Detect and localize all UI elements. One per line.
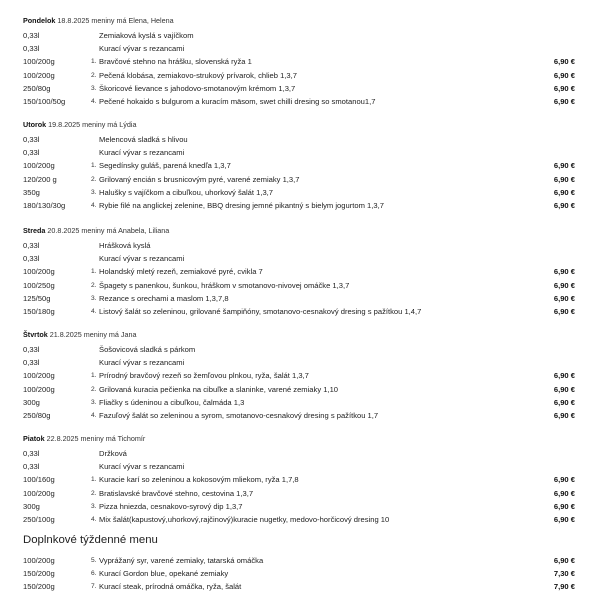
menu-item-name: Bratislavské bravčové stehno, cestovina 1,3,7	[99, 488, 254, 498]
menu-item-row	[23, 252, 583, 265]
menu-item-quantity: 250/100g	[23, 515, 55, 524]
menu-item-quantity: 100/200g	[23, 57, 55, 67]
menu-item-quantity: 150/100/50g	[23, 97, 66, 106]
menu-item-number: 1.	[91, 372, 97, 380]
menu-item-number: 5.	[91, 557, 97, 564]
menu-item-quantity: 100/160g	[23, 475, 55, 485]
menu-item-price: 6,90 €	[553, 97, 575, 106]
menu-item-row	[23, 186, 583, 199]
menu-item-quantity: 100/250g	[23, 280, 55, 290]
day-header	[23, 434, 145, 443]
menu-item-quantity: 120/200 g	[23, 174, 57, 184]
menu-item-quantity: 0,33l	[23, 345, 40, 354]
menu-item-name: Škoricové lievance s jahodovo-smotanovým krémom 1,3,7	[99, 83, 296, 93]
menu-item-name: Špagety s panenkou, šunkou, hráškom v smotanovo-nivovej omáčke 1,3,7	[99, 280, 350, 290]
menu-item-row	[23, 369, 583, 382]
menu-item-row	[23, 447, 583, 460]
menu-item-price: 6,90 €	[553, 475, 575, 485]
menu-item-price: 6,90 €	[553, 556, 575, 565]
menu-item-quantity: 0,33l	[23, 462, 40, 472]
menu-item-row	[23, 29, 583, 42]
menu-item-name: Kurací vývar s rezancami	[99, 148, 185, 158]
menu-item-number: 2.	[91, 385, 97, 393]
menu-item-quantity: 0,33l	[23, 241, 40, 250]
day-name: Streda	[23, 226, 46, 235]
menu-item-row	[23, 409, 583, 422]
menu-item-price: 6,90 €	[553, 515, 575, 524]
menu-item-name: Pečená klobása, zemiakovo-strukový prívarok, chlieb 1,3,7	[99, 70, 297, 80]
menu-item-price: 6,90 €	[553, 83, 575, 93]
menu-item-quantity: 0,33l	[23, 31, 40, 40]
day-header	[23, 226, 169, 235]
menu-item-name: Pečené hokaido s bulgurom a kuracím mäsom, swet chilli dresing so smotanou1,7	[99, 97, 376, 106]
menu-item-number: 4.	[91, 516, 97, 523]
menu-item-number: 3.	[91, 398, 97, 406]
menu-item-row	[23, 159, 583, 172]
menu-item-row	[23, 383, 583, 396]
menu-item-name: Halušky s vajíčkom a cibuľkou, uhorkový šalát 1,3,7	[99, 187, 273, 197]
day-date-nameday: 18.8.2025 meniny má Elena, Helena	[57, 16, 174, 25]
day-header	[23, 330, 136, 339]
menu-item-quantity: 250/80g	[23, 411, 51, 420]
menu-item-name: Fazuľový šalát so zeleninou a syrom, smotanovo-cesnakový dresing s pažítkou 1,7	[99, 411, 379, 420]
menu-item-price: 6,90 €	[553, 384, 575, 394]
menu-item-row	[23, 500, 583, 513]
menu-item-number: 2.	[91, 281, 97, 289]
menu-item-name: Kurací vývar s rezancami	[99, 254, 185, 264]
day-name: Piatok	[23, 434, 45, 443]
menu-item-price: 6,90 €	[553, 70, 575, 80]
menu-item-row	[23, 82, 583, 95]
menu-item-number: 2.	[91, 175, 97, 183]
menu-item-name: Šošovicová sladká s párkom	[99, 345, 196, 354]
menu-item-price: 6,90 €	[553, 161, 575, 171]
menu-item-row	[23, 279, 583, 292]
menu-item-number: 6.	[91, 570, 97, 578]
day-name: Pondelok	[23, 16, 56, 25]
menu-item-name: Melencová sladká s hlivou	[99, 135, 188, 144]
extras-section-title: Doplnkové týždenné menu	[23, 534, 158, 546]
menu-item-row	[23, 487, 583, 500]
day-name: Štvrtok	[23, 330, 48, 339]
menu-item-row	[23, 173, 583, 186]
menu-item-row	[23, 567, 583, 580]
menu-item-price: 7,90 €	[553, 582, 575, 592]
menu-item-name: Pizza hniezda, cesnakovo-syrový dip 1,3,7	[99, 501, 243, 511]
menu-item-name: Hrášková kyslá	[99, 241, 151, 250]
menu-item-row	[23, 55, 583, 68]
menu-item-price: 6,90 €	[553, 397, 575, 407]
menu-item-name: Kurací steak, prírodná omáčka, ryža, šalát	[99, 582, 242, 592]
menu-item-name: Segedínsky guláš, parená knedľa 1,3,7	[99, 161, 231, 171]
menu-item-number: 1.	[91, 268, 97, 276]
menu-item-row	[23, 305, 583, 318]
menu-item-quantity: 100/200g	[23, 556, 55, 565]
menu-item-name: Kurací vývar s rezancami	[99, 44, 185, 54]
menu-item-number: 1.	[91, 476, 97, 484]
menu-item-quantity: 100/200g	[23, 161, 55, 171]
menu-item-row	[23, 95, 583, 108]
menu-item-quantity: 100/200g	[23, 267, 55, 277]
menu-item-row	[23, 554, 583, 567]
menu-item-row	[23, 69, 583, 82]
menu-item-quantity: 100/200g	[23, 371, 55, 381]
day-date-nameday: 20.8.2025 meniny má Anabela, Liliana	[47, 226, 170, 235]
menu-item-quantity: 180/130/30g	[23, 201, 66, 210]
menu-item-name: Kurací vývar s rezancami	[99, 358, 185, 368]
day-name: Utorok	[23, 120, 47, 129]
menu-item-number: 3.	[91, 188, 97, 196]
menu-item-quantity: 0,33l	[23, 254, 40, 264]
menu-item-quantity: 0,33l	[23, 135, 40, 144]
menu-item-price: 6,90 €	[553, 187, 575, 197]
menu-item-name: Kurací Gordon blue, opekané zemiaky	[99, 569, 229, 579]
menu-item-number: 3.	[91, 502, 97, 510]
menu-item-number: 3.	[91, 84, 97, 92]
day-date-nameday: 21.8.2025 meniny má Jana	[49, 330, 137, 339]
menu-item-price: 6,90 €	[553, 201, 575, 210]
menu-item-row	[23, 42, 583, 55]
menu-item-price: 6,90 €	[553, 267, 575, 277]
menu-item-quantity: 300g	[23, 501, 40, 511]
day-date-nameday: 19.8.2025 meniny má Lýdia	[48, 120, 137, 129]
menu-item-number: 4.	[91, 202, 97, 209]
menu-item-row	[23, 473, 583, 486]
menu-item-price: 6,90 €	[553, 307, 575, 316]
menu-item-quantity: 350g	[23, 187, 40, 197]
menu-item-name: Fliačky s údeninou a cibuľkou, čalmáda 1,3	[99, 397, 245, 407]
menu-item-number: 1.	[91, 58, 97, 66]
menu-item-quantity: 150/200g	[23, 582, 55, 592]
menu-item-price: 7,30 €	[553, 569, 575, 579]
menu-item-quantity: 125/50g	[23, 293, 51, 303]
menu-item-name: Grilovaná kuracia pečienka na cibuľke a slaninke, varené zemiaky 1,10	[99, 384, 339, 394]
menu-item-quantity: 0,33l	[23, 358, 40, 368]
menu-item-name: Listový šalát so zeleninou, grilované šampiňóny, smotanovo-cesnakový dresing s pažítkou 1,4,7	[99, 307, 422, 316]
menu-item-name: Kuracie karí so zeleninou a kokosovým mliekom, ryža 1,7,8	[99, 475, 299, 485]
menu-item-quantity: 300g	[23, 397, 40, 407]
menu-item-number: 1.	[91, 162, 97, 170]
menu-item-quantity: 100/200g	[23, 488, 55, 498]
menu-item-row	[23, 133, 583, 146]
menu-item-row	[23, 265, 583, 278]
day-header	[23, 16, 174, 25]
menu-item-number: 3.	[91, 294, 97, 302]
menu-item-name: Bravčové stehno na hrášku, slovenská ryža 1	[99, 57, 252, 67]
menu-item-name: Grilovaný encián s brusnicovým pyré, varené zemiaky 1,3,7	[99, 174, 300, 184]
menu-item-row	[23, 292, 583, 305]
menu-item-name: Mix šalát(kapustový,uhorkový,rajčinový)kuracie nugetky, medovo-horčicový dresing 10	[99, 515, 390, 524]
menu-item-name: Prírodný bravčový rezeň so žemľovou plnkou, ryža, šalát 1,3,7	[99, 371, 309, 381]
menu-item-quantity: 100/200g	[23, 384, 55, 394]
menu-item-quantity: 100/200g	[23, 70, 55, 80]
menu-item-quantity: 150/200g	[23, 569, 55, 579]
menu-item-row	[23, 239, 583, 252]
menu-item-quantity: 0,33l	[23, 449, 40, 458]
menu-item-number: 4.	[91, 308, 97, 315]
menu-item-row	[23, 460, 583, 473]
menu-item-row	[23, 356, 583, 369]
menu-item-row	[23, 396, 583, 409]
menu-item-price: 6,90 €	[553, 57, 575, 67]
menu-item-row	[23, 343, 583, 356]
day-header	[23, 120, 136, 129]
menu-item-price: 6,90 €	[553, 280, 575, 290]
menu-item-name: Vyprážaný syr, varené zemiaky, tatarská omáčka	[99, 556, 264, 565]
menu-item-quantity: 250/80g	[23, 83, 51, 93]
menu-item-name: Kurací vývar s rezancami	[99, 462, 185, 472]
menu-item-number: 2.	[91, 489, 97, 497]
menu-item-number: 4.	[91, 412, 97, 419]
menu-item-price: 6,90 €	[553, 371, 575, 381]
menu-item-name: Rezance s orechami a maslom 1,3,7,8	[99, 293, 229, 303]
menu-item-quantity: 0,33l	[23, 44, 40, 54]
menu-item-quantity: 0,33l	[23, 148, 40, 158]
menu-item-number: 2.	[91, 71, 97, 79]
menu-item-price: 6,90 €	[553, 411, 575, 420]
menu-item-quantity: 150/180g	[23, 307, 55, 316]
menu-item-price: 6,90 €	[553, 501, 575, 511]
menu-item-name: Holandský mletý rezeň, zemiakové pyré, cvikla 7	[99, 267, 263, 277]
menu-item-price: 6,90 €	[553, 488, 575, 498]
menu-item-name: Zemiaková kyslá s vajíčkom	[99, 31, 194, 40]
menu-item-row	[23, 146, 583, 159]
menu-item-row	[23, 580, 583, 593]
menu-item-row	[23, 199, 583, 212]
menu-item-name: Rybie filé na anglickej zelenine, BBQ dresing jemné pikantný s bielym jogurtom 1,3,7	[99, 201, 384, 210]
menu-item-price: 6,90 €	[553, 293, 575, 303]
day-date-nameday: 22.8.2025 meniny má Tichomír	[46, 434, 146, 443]
menu-item-row	[23, 513, 583, 526]
menu-item-price: 6,90 €	[553, 174, 575, 184]
menu-item-number: 7.	[91, 583, 97, 591]
menu-item-number: 4.	[91, 98, 97, 105]
menu-item-name: Držková	[99, 449, 127, 458]
